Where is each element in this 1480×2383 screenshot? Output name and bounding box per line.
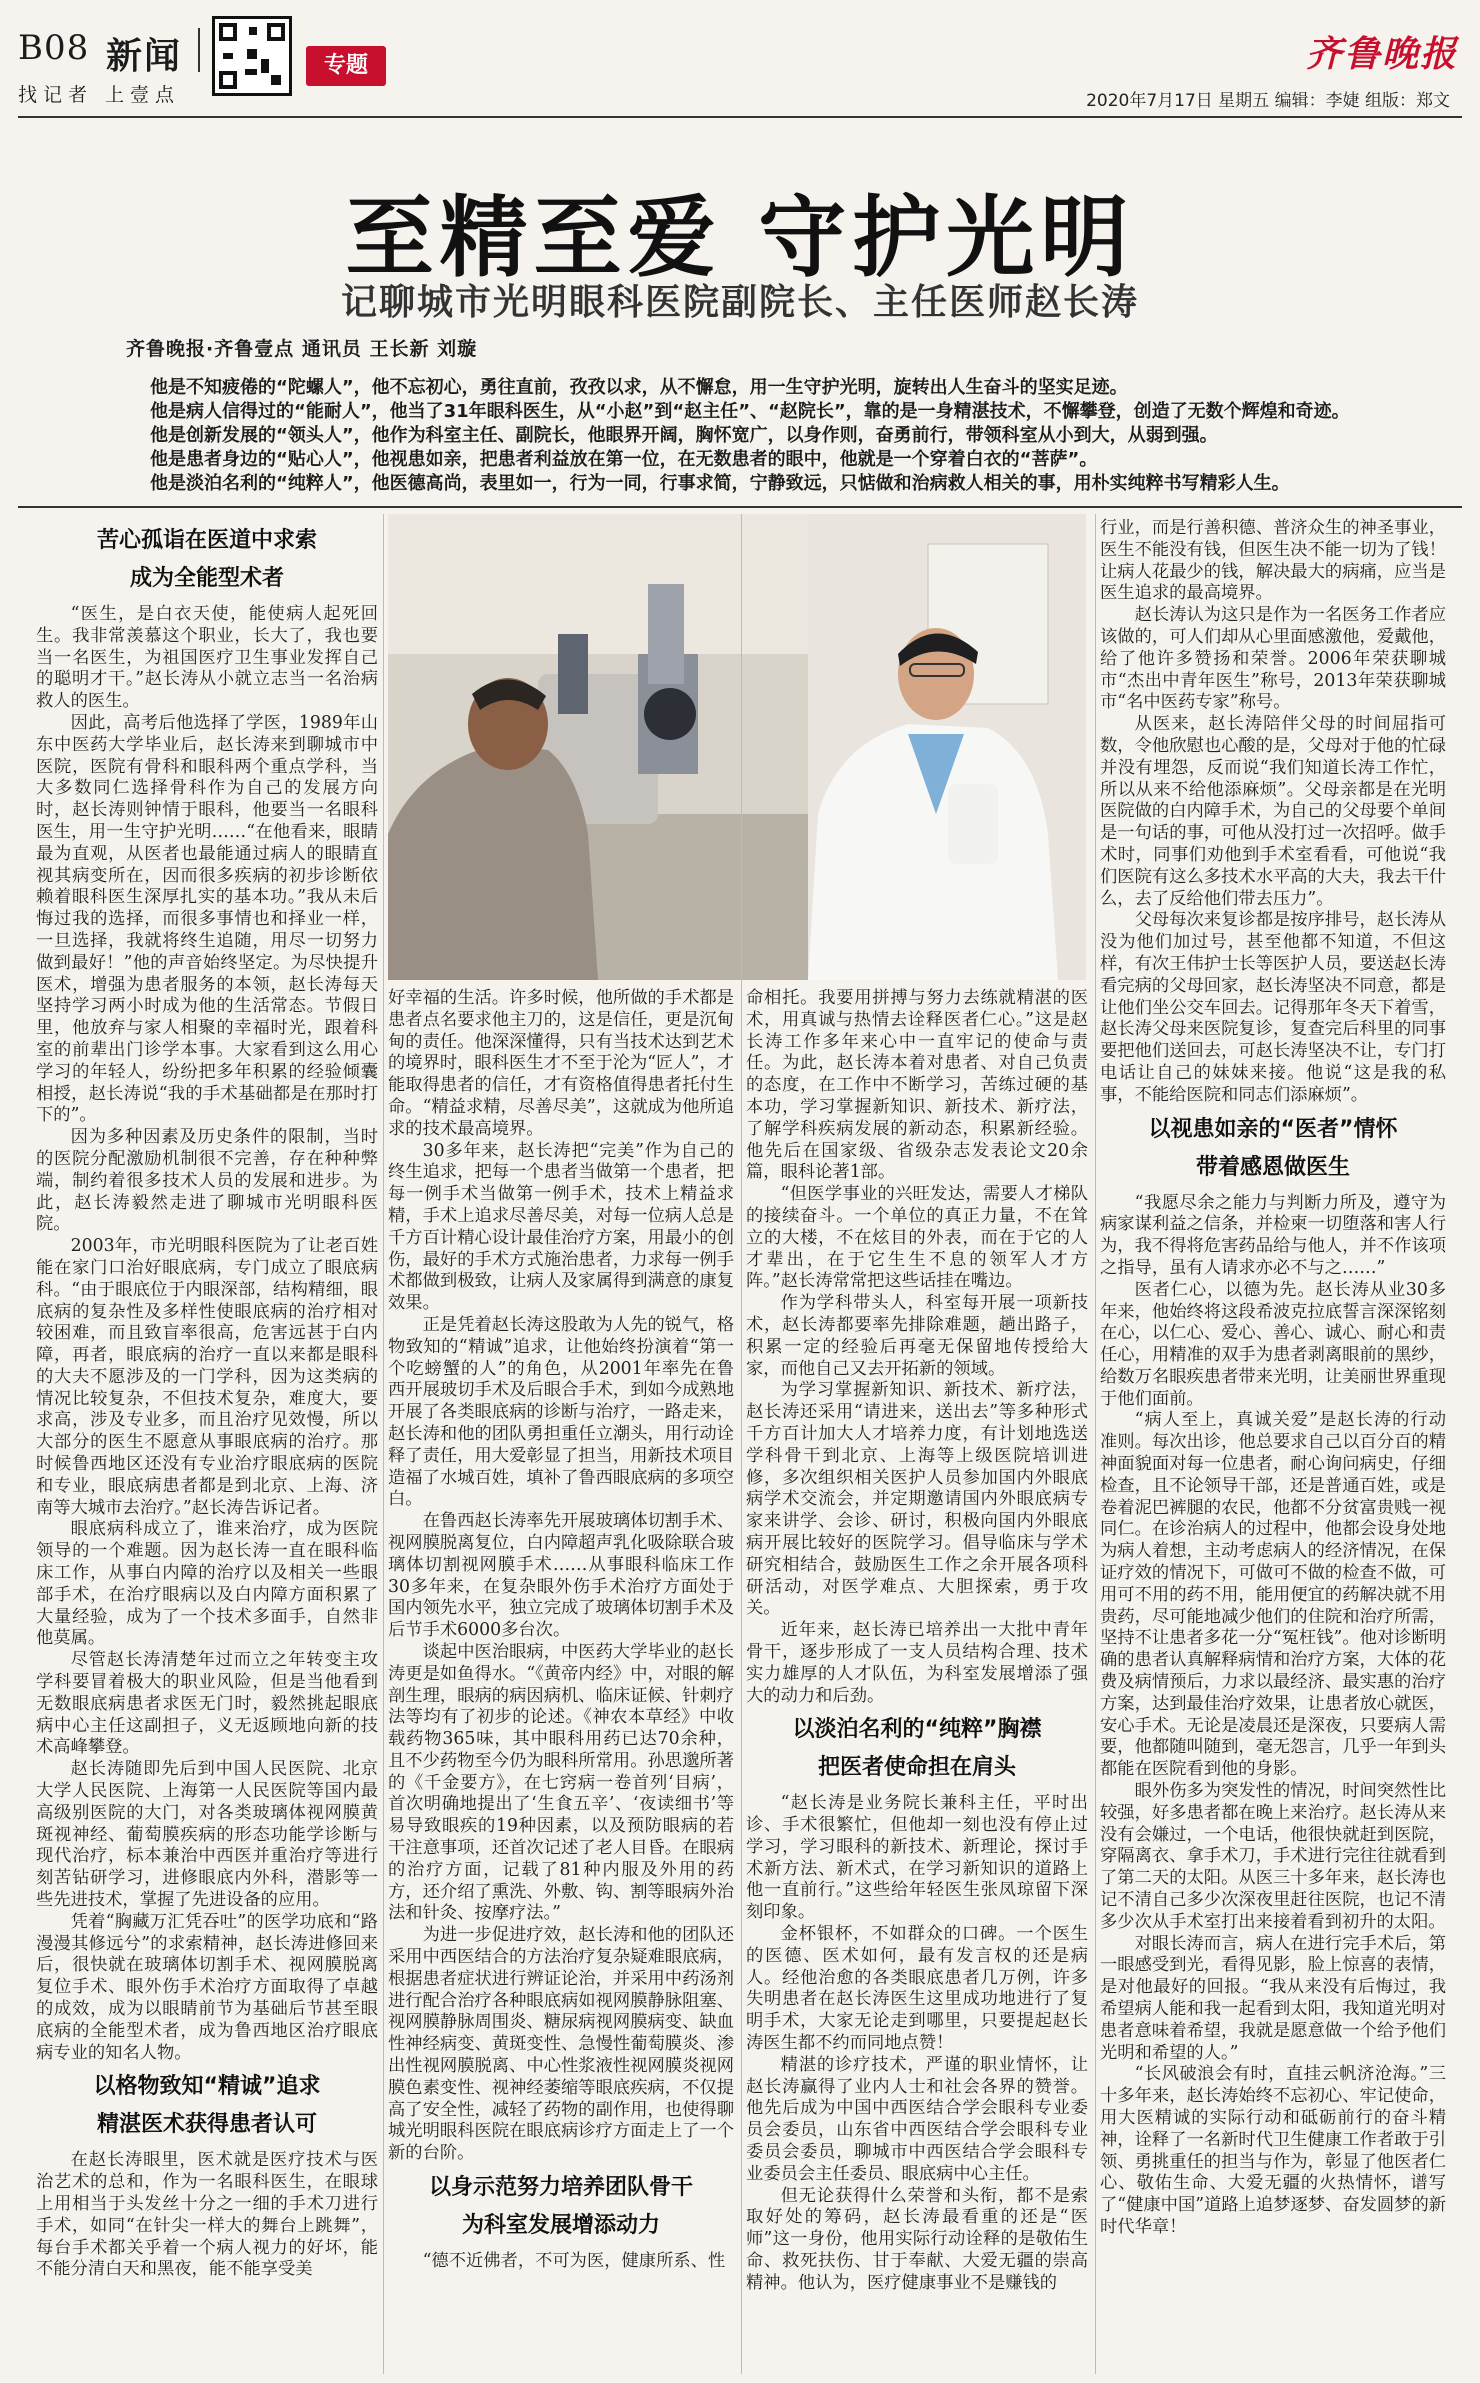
paragraph: 因此，高考后他选择了学医，1989年山东中医药大学毕业后，赵长涛来到聊城市中医院，医院有骨科和眼科两个重点学科，当大多数同仁选择骨科作为自己的发展方向时，赵长涛则钟情于眼科，他要当一名眼科医生，用一生守护光明……“在他看来，眼睛最为直观，从医者也最能通过病人的眼睛直视其病变所在，因而很多疾病的初步诊断依赖着眼科医生深厚扎实的基本功。”我从未后悔过我的选择，而很多事情也和择业一样，一旦选择，我就将终生追随，用尽一切努力做到最好！”他的声音始终坚定。为尽快提升医术，增强为患者服务的本领，赵长涛每天坚持学习两小时成为他的生活常态。节假日里，他放弃与家人相聚的幸福时光，跟着科室的前辈出门诊学本事。大家看到这么用心学习的年轻人，纷纷把多年积累的经验倾囊相授，赵长涛说“我的手术基础都是在那时打下的”。 <box>36 712 378 1126</box>
article-photo <box>388 514 1086 980</box>
subheadline: 记聊城市光明眼科医院副院长、主任医师赵长涛 <box>340 282 1139 323</box>
paragraph: “但医学事业的兴旺发达，需要人才梯队的接续奋斗。一个单位的真正力量，不在耸立的大楼，不在炫目的外表，而在于它的人才辈出，在于它生生不息的领军人才方阵。”赵长涛常常把这些话挂在嘴边。 <box>746 1184 1088 1292</box>
section-name: 新闻 <box>106 36 183 77</box>
intro-line: 他是不知疲倦的“陀螺人”，他不忘初心，勇往直前，孜孜以求，从不懈怠，用一生守护光明，旋转出人生奋斗的坚实足迹。 <box>150 377 1128 398</box>
paragraph: 医者仁心，以德为先。赵长涛从业30多年来，他始终将这段希波克拉底誓言深深铭刻在心，以仁心、爱心、善心、诚心、耐心和责任心，用精准的双手为患者剥离眼前的黑纱，给数万名眼疾患者带来光明，让美丽世界重现于他们面前。 <box>1100 1279 1446 1409</box>
paragraph: 赵长涛随即先后到中国人民医院、北京大学人民医院、上海第一人民医院等国内最高级别医院的大门，对各类玻璃体视网膜黄斑视神经、葡萄膜疾病的形态功能学诊断与现代治疗，标本兼治中西医并重治疗等进行刻苦钻研学习，进修眼底内外科，潜影等一些先进技术，掌握了先进设备的应用。 <box>36 1759 378 1911</box>
paragraph: “病人至上，真诚关爱”是赵长涛的行动准则。每次出诊，他总要求自己以百分百的精神面貌面对每一位患者，耐心询问病史，仔细检查，且不论领导干部，还是普通百姓，或是卷着泥巴裤腿的农民，他都不分贫富贵贱一视同仁。在诊治病人的过程中，他都会设身处地为病人着想，主动考虑病人的经济情况，在保证疗效的情况下，可做可不做的检查不做，可用可不用的药不用，能用便宜的药解决就不用贵药，尽可能地减少他们的住院和治疗所需，坚持不让患者多花一分“冤枉钱”。他对诊断明确的患者认真解释病情和治疗方案，大体的花费及病情预后，力求以最经济、最实惠的治疗方案，达到最佳治疗效果，让患者放心就医，安心手术。无论是凌晨还是深夜，只要病人需要，他都随叫随到，毫无怨言，几乎一年到头都能在医院看到他的身影。 <box>1100 1410 1446 1780</box>
intro-line: 他是创新发展的“领头人”，他作为科室主任、副院长，他眼界开阔，胸怀宽广，以身作则，奋勇前行，带领科室从小到大，从弱到强。 <box>150 425 1218 446</box>
paragraph: 精湛的诊疗技术，严谨的职业情怀，让赵长涛赢得了业内人士和社会各界的赞誉。他先后成为中国中西医结合学会眼科专业委员会委员，山东省中西医结合学会眼科专业委员会委员，聊城市中西医结合学会眼科专业委员会主任委员、眼底病中心主任。 <box>746 2054 1088 2184</box>
section-heading: 以视患如亲的“医者”情怀 <box>1148 1116 1398 1142</box>
column-divider <box>741 514 742 2374</box>
paragraph: 行业，而是行善积德、普济众生的神圣事业，医生不能没有钱，但医生决不能一切为了钱！让病人花最少的钱，解决最大的病痛，应当是医生追求的最高境界。 <box>1100 518 1446 604</box>
qr-code-icon <box>212 16 292 96</box>
paragraph: 凭着“胸藏万汇凭吞吐”的医学功底和“路漫漫其修远兮”的求索精神，赵长涛进修回来后，很快就在玻璃体切割手术、视网膜脱离复位手术、眼外伤手术治疗方面取得了卓越的成效，成为以眼睛前节为基础后节甚至眼底病的全能型术者，成为鲁西地区治疗眼底病专业的知名人物。 <box>36 1911 378 2063</box>
article-column-1 <box>36 518 378 2376</box>
paragraph: 因为多种因素及历史条件的限制，当时的医院分配激励机制很不完善，存在种种弊端，制约着很多技术人员的发展和进步。为此，赵长涛毅然走进了聊城市光明眼科医院。 <box>36 1127 378 1235</box>
paragraph: 正是凭着赵长涛这股敢为人先的锐气，格物致知的“精诚”追求，让他始终扮演着“第一个吃螃蟹的人”的角色，从2001年率先在鲁西开展玻切手术及后眼合手术，到如今成熟地开展了各类眼底病的诊断与治疗，一路走来，赵长涛和他的团队勇担重任立潮头，用行动诠释了责任，用大爱彰显了担当，用新技术项目造福了水城百姓，填补了鲁西眼底病的多项空白。 <box>388 1314 734 1510</box>
paragraph: 2003年，市光明眼科医院为了让老百姓能在家门口治好眼底病，专门成立了眼底病科。“由于眼底位于内眼深部，结构精细，眼底病的复杂性及多样性使眼底病的治疗相对较困难，而且致盲率很高，危害远甚于白内障，再者，眼底病的治疗一直以来都是眼科的大夫不愿涉及的一门学科，因为这类病的情况比较复杂，不但技术复杂，难度大，要求高，涉及专业多，而且治疗见效慢，所以大部分的医生不愿意从事眼底病的治疗。那时候鲁西地区还没有专业治疗眼底病的医院和专业，眼底病患者都是到北京、上海、济南等大城市去治疗。”赵长涛告诉记者。 <box>36 1236 378 1518</box>
paragraph: 赵长涛认为这只是作为一名医务工作者应该做的，可人们却从心里面感激他，爱戴他，给了他许多赞扬和荣誉。2006年荣获聊城市“杰出中青年医生”称号，2013年荣获聊城市“名中医药专家”称号。 <box>1100 605 1446 713</box>
paragraph: 作为学科带头人，科室每开展一项新技术，赵长涛都要率先排除难题，趟出路子，积累一定的经验后再毫无保留地传授给大家，而他自己又去开拓新的领域。 <box>746 1293 1088 1379</box>
paragraph: 好幸福的生活。许多时候，他所做的手术都是患者点名要求他主刀的，这是信任，更是沉甸甸的责任。他深深懂得，只有当技术达到艺术的境界时，眼科医生才不至于沦为“匠人”，才能取得患者的信任，才有资格值得患者托付生命。“精益求精，尽善尽美”，这就成为他所追求的技术最高境界。 <box>388 988 734 1139</box>
page-number: B08 <box>18 28 90 68</box>
column-divider <box>383 514 384 2374</box>
paragraph: 但无论获得什么荣誉和头衔，都不是索取好处的筹码，赵长涛最看重的还是“医师”这一身份，他用实际行动诠释的是敬佑生命、救死扶伤、甘于奉献、大爱无疆的崇高精神。他认为，医疗健康事业不是赚钱的 <box>746 2185 1088 2293</box>
article-column-2 <box>388 988 734 2376</box>
section-heading: 带着感恩做医生 <box>1195 1154 1350 1180</box>
feature-tag: 专题 <box>306 46 386 86</box>
section-heading: 精湛医术获得患者认可 <box>96 2112 317 2138</box>
paragraph: 父母每次来复诊都是按序排号，赵长涛从没为他们加过号，甚至他都不知道，不但这样，有次王伟护士长等医护人员，要送赵长涛看完病的父母回家，赵长涛坚决不同意，都是让他们坐公交车回去。记得那年冬天下着雪，赵长涛父母来医院复诊，复查完后科里的同事要把他们送回去，可赵长涛坚决不让，专门打电话让自己的妹妹来接。他说“这是我的私事，不能给医院和同志们添麻烦”。 <box>1100 910 1446 1105</box>
page-header <box>0 0 1480 118</box>
paragraph: 眼底病科成立了，谁来治疗，成为医院领导的一个难题。因为赵长涛一直在眼科临床工作，从事白内障的治疗以及相关一些眼部手术，在治疗眼病以及白内障方面积累了大量经验，成为了一个技术多面手，自然非他莫属。 <box>36 1519 378 1649</box>
paragraph: “我愿尽余之能力与判断力所及，遵守为病家谋利益之信条，并检柬一切堕落和害人行为，我不得将危害药品给与他人，并不作该项之指导，虽有人请求亦必不与之……” <box>1100 1192 1446 1278</box>
intro-line: 他是淡泊名利的“纯粹人”，他医德高尚，表里如一，行为一同，行事求简，宁静致远，只惦做和治病救人相关的事，用朴实纯粹书写精彩人生。 <box>150 473 1290 494</box>
intro-line: 他是患者身边的“贴心人”，他视患如亲，把患者利益放在第一位，在无数患者的眼中，他就是一个穿着白衣的“菩萨”。 <box>150 449 1098 470</box>
column-divider <box>1095 514 1096 2374</box>
paragraph: 尽管赵长涛清楚年过而立之年转变主攻学科要冒着极大的职业风险，但是当他看到无数眼底病患者求医无门时，毅然挑起眼底病中心主任这副担子，义无返顾地向新的技术高峰攀登。 <box>36 1650 378 1758</box>
paragraph: “德不近佛者，不可为医，健康所系、性 <box>422 2251 726 2272</box>
paragraph: 为学习掌握新知识、新技术、新疗法，赵长涛还采用“请进来，送出去”等多种形式千方百计加大人才培养力度，有计划地选送学科骨干到北京、上海等上级医院培训进修，多次组织相关医护人员参加国内外眼底病学术交流会，并定期邀请国内外眼底病专家来讲学、会诊、研讨，积极向国内外眼底病开展比较好的医院学习。倡导临床与学术研究相结合，鼓励医生工作之余开展各项科研活动，对医学难点、大胆探索，勇于攻关。 <box>746 1380 1088 1619</box>
paragraph: 命相托。我要用拼搏与努力去练就精湛的医术，用真诚与热情去诠释医者仁心。”这是赵长涛工作多年来心中一直牢记的使命与责任。为此，赵长涛本着对患者、对自己负责的态度，在工作中不断学习，苦练过硬的基本功，学习掌握新知识、新技术、新疗法，了解学科疾病发展的新动态，积累新经验。他先后在国家级、省级杂志发表论文20余篇，眼科论著1部。 <box>746 988 1088 1183</box>
section-heading: 苦心孤诣在医道中求索 <box>96 528 317 553</box>
newspaper-logo: 齐鲁晚报 <box>1305 33 1458 75</box>
intro-rule <box>18 506 1462 508</box>
paragraph: 谈起中医治眼病，中医药大学毕业的赵长涛更是如鱼得水。“《黄帝内经》中，对眼的解剖生理，眼病的病因病机、临床证候、针刺疗法等均有了初步的论述。《神农本草经》中收载药物365味，其中眼科用药已达70余种，且不少药物至今仍为眼科所常用。孙思邈所著的《千金要方》，在七窍病一卷首列‘目病’，首次明确地提出了‘生食五辛’、‘夜读细书’等易导致眼疾的19种因素，以及预防眼病的若干注意事项，还首次记述了老人目昏。在眼病的治疗方面，记载了81种内服及外用的药方，还介绍了熏洗、外敷、钩、割等眼病外治法和针灸、按摩疗法。” <box>388 1641 734 1924</box>
paragraph: 金杯银杯，不如群众的口碑。一个医生的医德、医术如何，最有发言权的还是病人。经他治愈的各类眼底患者几万例，许多失明患者在赵长涛医生这里成功地进行了复明手术，大家无论走到哪里，只要提起赵长涛医生都不约而同地点赞！ <box>746 1924 1088 2054</box>
paragraph: 在赵长涛眼里，医术就是医疗技术与医治艺术的总和，作为一名眼科医生，在眼球上用相当于头发丝十分之一细的手术刀进行手术，如同“在针尖一样大的舞台上跳舞”，每台手术都关乎着一个病人视力的好坏，能不能分清白天和黑夜，能不能享受美 <box>36 2150 378 2280</box>
paragraph: 眼外伤多为突发性的情况，时间突然性比较强，好多患者都在晚上来治疗。赵长涛从来没有会嫌过，一个电话，他很快就赶到医院，穿隔离衣、拿手术刀，手术进行完往往就看到了第二天的太阳。从医三十多年来，赵长涛也记不清自己多少次深夜里赶往医院，也记不清多少次从手术室打出来接着看到初升的太阳。 <box>1100 1781 1446 1932</box>
paragraph: “长风破浪会有时，直挂云帆济沧海。”三十多年来，赵长涛始终不忘初心、牢记使命，用大医精诚的实际行动和砥砺前行的奋斗精神，诠释了一名新时代卫生健康工作者敢于引领、勇挑重任的担当与作为，彰显了他医者仁心、敬佑生命、大爱无疆的火热情怀，谱写了“健康中国”道路上追梦逐梦、奋发圆梦的新时代华章！ <box>1100 2064 1446 2237</box>
paragraph: “赵长涛是业务院长兼科主任，平时出诊、手术很繁忙，但他却一刻也没有停止过学习，学习眼科的新技术、新理论，探讨手术新方法、新术式，在学习新知识的道路上他一直前行。”这些给年轻医生张凤琼留下深刻印象。 <box>746 1793 1088 1923</box>
section-heading: 以身示范努力培养团队骨干 <box>428 2175 693 2201</box>
intro-line: 他是病人信得过的“能耐人”，他当了31年眼科医生，从“小赵”到“赵主任”、“赵院长”，靠的是一身精湛技术，不懈攀登，创造了无数个辉煌和奇迹。 <box>150 401 1350 422</box>
paragraph: 对眼长涛而言，病人在进行完手术后，第一眼感受到光，看得见影，脸上惊喜的表情，是对他最好的回报。“我从来没有后悔过，我希望病人能和我一起看到太阳，我知道光明对患者意味着希望，我就是愿意做一个给予他们光明和希望的人。” <box>1100 1933 1446 2063</box>
paragraph: “医生，是白衣天使，能使病人起死回生。我非常羡慕这个职业，长大了，我也要当一名医生，为祖国医疗卫生事业发挥自己的聪明才干。”赵长涛从小就立志当一名治病救人的医生。 <box>36 604 378 712</box>
doctor-examining-patient-image <box>388 514 1086 980</box>
paragraph: 在鲁西赵长涛率先开展玻璃体切割手术、视网膜脱离复位，白内障超声乳化吸除联合玻璃体切割视网膜手术……从事眼科临床工作30多年来，在复杂眼外伤手术治疗方面处于国内领先水平，独立完成了玻璃体切割手术及后节手术6000多台次。 <box>388 1511 734 1641</box>
section-heading: 为科室发展增添动力 <box>461 2213 660 2239</box>
section-heading: 把医者使命担在肩头 <box>817 1755 1016 1781</box>
section-heading: 成为全能型术者 <box>129 566 284 591</box>
header-divider <box>198 28 200 72</box>
paragraph: 近年来，赵长涛已培养出一大批中青年骨干，逐步形成了一支人员结构合理、技术实力雄厚的人才队伍，为科室发展增添了强大的动力和后劲。 <box>746 1620 1088 1706</box>
article-column-3 <box>746 988 1088 2376</box>
article-column-4 <box>1100 518 1446 2376</box>
intro-block <box>150 376 1350 496</box>
paragraph: 从医来，赵长涛陪伴父母的时间屈指可数，令他欣慰也心酸的是，父母对于他的忙碌并没有埋怨，反而说“我们知道长涛工作忙，所以从来不给他添麻烦”。父母亲都是在光明医院做的白内障手术，为自己的父母要个单间是一句话的事，可他从没打过一次招呼。做手术时，同事们劝他到手术室看看，可他说“我们医院有这么多技术水平高的大夫，我去干什么，去了反给他们带去压力”。 <box>1100 714 1446 909</box>
headline: 至精至爱 守护光明 <box>345 186 1135 289</box>
section-subtitle: 找记者 上壹点 <box>18 84 181 106</box>
section-heading: 以格物致知“精诚”追求 <box>93 2074 321 2100</box>
paragraph: 为进一步促进疗效，赵长涛和他的团队还采用中西医结合的方法治疗复杂疑难眼底病，根据患者症状进行辨证论治，并采用中药汤剂进行配合治疗各种眼底病如视网膜静脉阻塞、视网膜静脉周围炎、糖尿病视网膜病变、缺血性神经病变、黄斑变性、急慢性葡萄膜炎、渗出性视网膜脱离、中心性浆液性视网膜炎视网膜色素变性、视神经萎缩等眼底疾病，不仅提高了安全性，减轻了药物的副作用，也使得聊城光明眼科医院在眼底病诊疗方面走上了一个新的台阶。 <box>388 1925 734 2164</box>
byline: 齐鲁晚报·齐鲁壹点 通讯员 王长新 刘璇 <box>126 338 478 360</box>
paragraph: 30多年来，赵长涛把“完美”作为自己的终生追求，把每一个患者当做第一个患者，把每一例手术当做第一例手术，技术上精益求精，手术上追求尽善尽美，对每一位病人总是千方百计精心设计最佳治疗方案，用最小的创伤，最好的手术方式施治患者，力求每一例手术都做到极致，让病人及家属得到满意的康复效果。 <box>388 1140 734 1314</box>
section-heading: 以淡泊名利的“纯粹”胸襟 <box>792 1717 1042 1743</box>
header-rule <box>18 116 1462 118</box>
dateline: 2020年7月17日 星期五 编辑：李婕 组版：郑文 <box>1086 91 1450 111</box>
